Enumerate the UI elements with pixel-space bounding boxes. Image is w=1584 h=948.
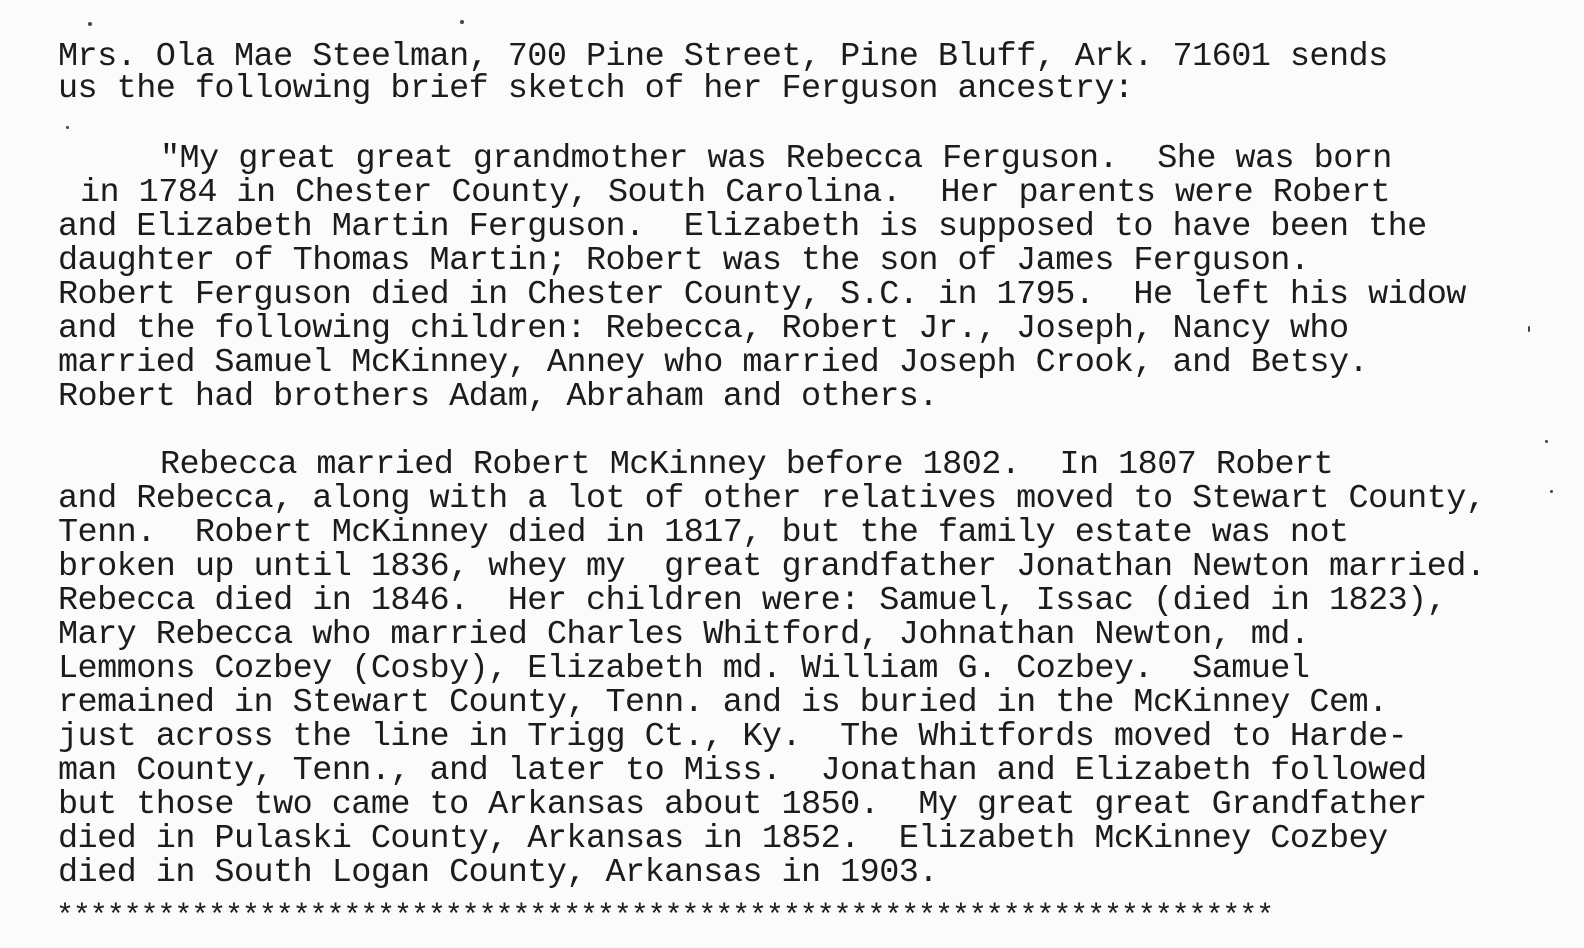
paragraph2-line-10: man County, Tenn., and later to Miss. Jonathan and Elizabeth followed <box>58 752 1427 790</box>
paragraph1-line-7: married Samuel McKinney, Anney who married Joseph Crook, and Betsy. <box>58 344 1369 382</box>
paragraph2-line-3: Tenn. Robert McKinney died in 1817, but the family estate was not <box>58 514 1349 552</box>
paragraph1-line-8: Robert had brothers Adam, Abraham and others. <box>58 378 938 416</box>
paragraph2-line-11: but those two came to Arkansas about 1850. My great great Grandfather <box>58 786 1427 824</box>
paragraph2-line-13: died in South Logan County, Arkansas in 1903. <box>58 854 938 892</box>
paragraph2-line-5: Rebecca died in 1846. Her children were: Samuel, Issac (died in 1823), <box>58 582 1447 620</box>
paragraph2-line-6: Mary Rebecca who married Charles Whitford, Johnathan Newton, md. <box>58 616 1310 654</box>
scan-speck <box>88 22 92 26</box>
paragraph1-line-5: Robert Ferguson died in Chester County, S.C. in 1795. He left his widow <box>58 276 1466 314</box>
paragraph1-line-2: in 1784 in Chester County, South Carolina. Her parents were Robert <box>80 174 1391 212</box>
paragraph1-line-4: daughter of Thomas Martin; Robert was the son of James Ferguson. <box>58 242 1310 280</box>
paragraph2-line-8: remained in Stewart County, Tenn. and is buried in the McKinney Cem. <box>58 684 1388 722</box>
scan-speck <box>1528 326 1530 332</box>
paragraph2-line-1: Rebecca married Robert McKinney before 1802. In 1807 Robert <box>160 446 1334 484</box>
paragraph2-line-9: just across the line in Trigg Ct., Ky. The Whitfords moved to Harde- <box>58 718 1408 756</box>
paragraph2-line-2: and Rebecca, along with a lot of other relatives moved to Stewart County, <box>58 480 1486 518</box>
paragraph2-line-4: broken up until 1836, whey my great grandfather Jonathan Newton married. <box>58 548 1486 586</box>
paragraph2-line-7: Lemmons Cozbey (Cosby), Elizabeth md. William G. Cozbey. Samuel <box>58 650 1310 688</box>
scan-speck <box>460 20 464 24</box>
scan-speck <box>1545 440 1548 443</box>
scan-speck <box>1550 490 1553 493</box>
paragraph1-line-1: "My great great grandmother was Rebecca Ferguson. She was born <box>160 140 1392 178</box>
scan-speck <box>66 126 69 129</box>
paragraph2-line-12: died in Pulaski County, Arkansas in 1852. Elizabeth McKinney Cozbey <box>58 820 1388 858</box>
intro-line-1: Mrs. Ola Mae Steelman, 700 Pine Street, Pine Bluff, Ark. 71601 sends <box>58 38 1388 76</box>
intro-line-2: us the following brief sketch of her Ferguson ancestry: <box>58 70 1134 108</box>
asterisk-separator: ************************************************************************ <box>56 900 1274 934</box>
paragraph1-line-6: and the following children: Rebecca, Robert Jr., Joseph, Nancy who <box>58 310 1349 348</box>
paragraph1-line-3: and Elizabeth Martin Ferguson. Elizabeth is supposed to have been the <box>58 208 1427 246</box>
